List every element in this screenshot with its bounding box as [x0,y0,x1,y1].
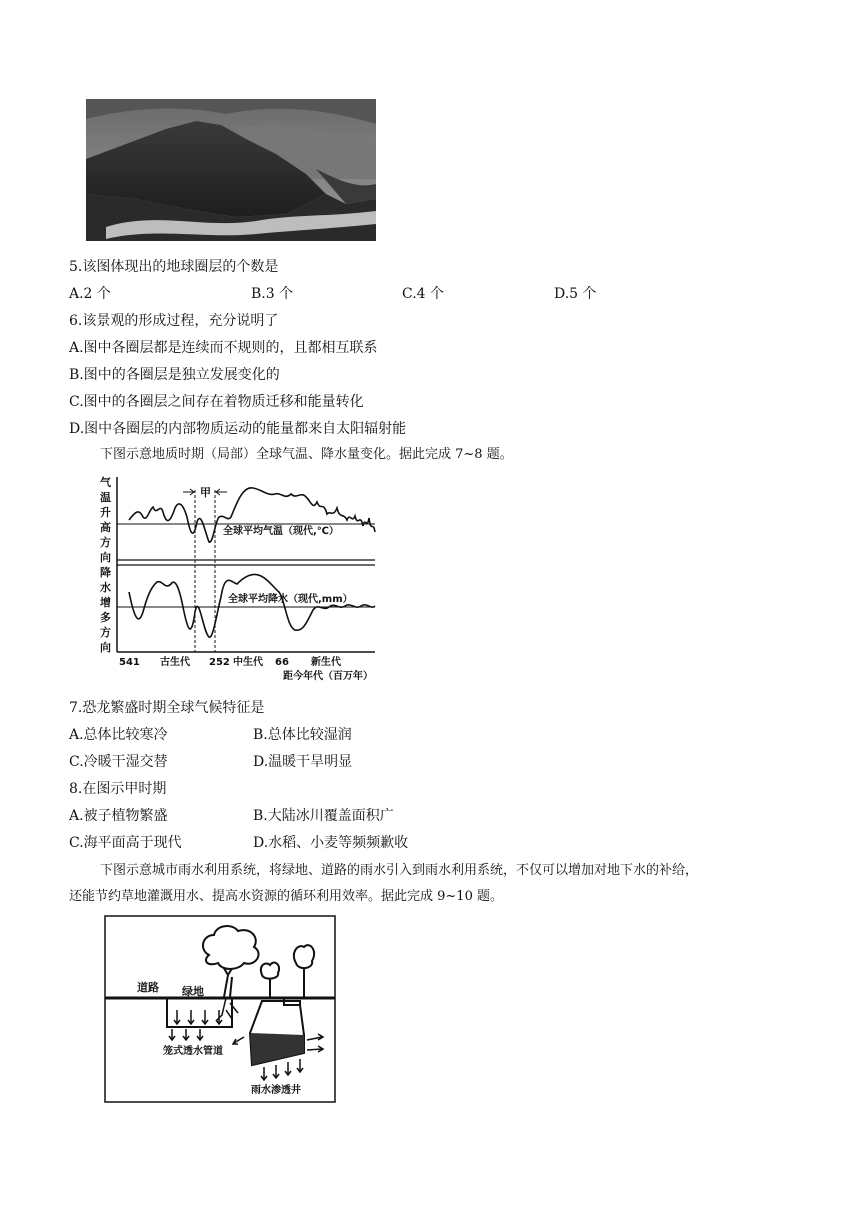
question-8-stem: 8.在图示甲时期 [69,781,167,797]
question-6-stem: 6.该景观的形成过程，充分说明了 [69,313,279,329]
precipitation-curve [129,574,375,637]
question-6-option-d[interactable]: D.图中各圈层的内部物质运动的能量都来自太阳辐射能 [69,421,407,437]
precip-axis-label [100,565,111,654]
question-5-option-a[interactable]: A.2 个 [69,286,111,302]
temp-axis-char: 温 [100,491,111,504]
precip-axis-char: 多 [100,611,111,624]
x-tick-66: 66 [275,657,289,668]
question-8-option-c[interactable]: C.海平面高于现代 [69,835,182,851]
question-8-option-d[interactable]: D.水稻、小麦等频频歉收 [253,835,409,851]
intro-7-8: 下图示意地质时期（局部）全球气温、降水量变化。据此完成 7~8 题。 [100,447,513,462]
x-tick-252: 252 [209,657,230,668]
temp-axis-char: 向 [100,551,111,564]
precip-axis-char: 向 [100,641,111,654]
climate-figure [97,472,387,684]
intro-9-10-line-1: 下图示意城市雨水利用系统，将绿地、道路的雨水引入到雨水利用系统，不仅可以增加对地下水的补给， [100,863,699,878]
x-tick-541: 541 [119,657,140,668]
question-7-option-c[interactable]: C.冷暖干湿交替 [69,754,168,770]
question-7-option-b[interactable]: B.总体比较湿润 [253,727,352,743]
x-tick-mesozoic: 中生代 [233,657,263,668]
precip-baseline-label: 全球平均降水（现代,mm） [228,594,353,605]
temp-axis-char: 升 [100,506,111,519]
question-8-option-a[interactable]: A.被子植物繁盛 [69,808,168,824]
well-label: 雨水渗透井 [251,1085,301,1096]
temp-baseline-label: 全球平均气温（现代,℃） [223,526,339,537]
question-6-option-a[interactable]: A.图中各圈层都是连续而不规则的，且都相互联系 [69,340,378,356]
temp-axis-label [100,475,112,564]
question-5-option-d[interactable]: D.5 个 [554,286,597,302]
question-6-option-b[interactable]: B.图中的各圈层是独立发展变化的 [69,367,280,383]
intro-9-10-line-2: 还能节约草地灌溉用水、提高水资源的循环利用效率。据此完成 9~10 题。 [69,889,503,904]
road-label: 道路 [137,981,159,994]
question-7-option-d[interactable]: D.温暖干旱明显 [253,754,353,770]
pipe-label: 笼式透水管道 [163,1046,223,1057]
precip-axis-char: 增 [100,596,111,609]
x-tick-paleozoic: 古生代 [160,657,190,668]
question-7-stem: 7.恐龙繁盛时期全球气候特征是 [69,700,265,716]
temp-axis-char: 高 [100,521,111,534]
question-5-option-b[interactable]: B.3 个 [251,286,294,302]
question-6-option-c[interactable]: C.图中的各圈层之间存在着物质迁移和能量转化 [69,394,364,410]
mountain-landscape-photo [86,99,376,241]
question-5-stem: 5.该图体现出的地球圈层的个数是 [69,259,279,275]
temp-axis-char: 方 [100,536,111,549]
greenland-label: 绿地 [182,985,204,998]
x-tick-cenozoic: 新生代 [311,657,341,668]
period-marker-label: 甲 [200,486,211,499]
question-7-option-a[interactable]: A.总体比较寒冷 [69,727,168,743]
question-5-option-c[interactable]: C.4 个 [402,286,445,302]
precip-axis-char: 降 [100,566,111,579]
temp-axis-char: 气 [100,476,111,489]
precip-axis-char: 水 [100,581,111,594]
precip-axis-char: 方 [100,626,111,639]
x-axis-title: 距今年代（百万年） [283,671,373,682]
rainwater-system-figure [104,915,336,1103]
question-8-option-b[interactable]: B.大陆冰川覆盖面积广 [253,808,394,824]
